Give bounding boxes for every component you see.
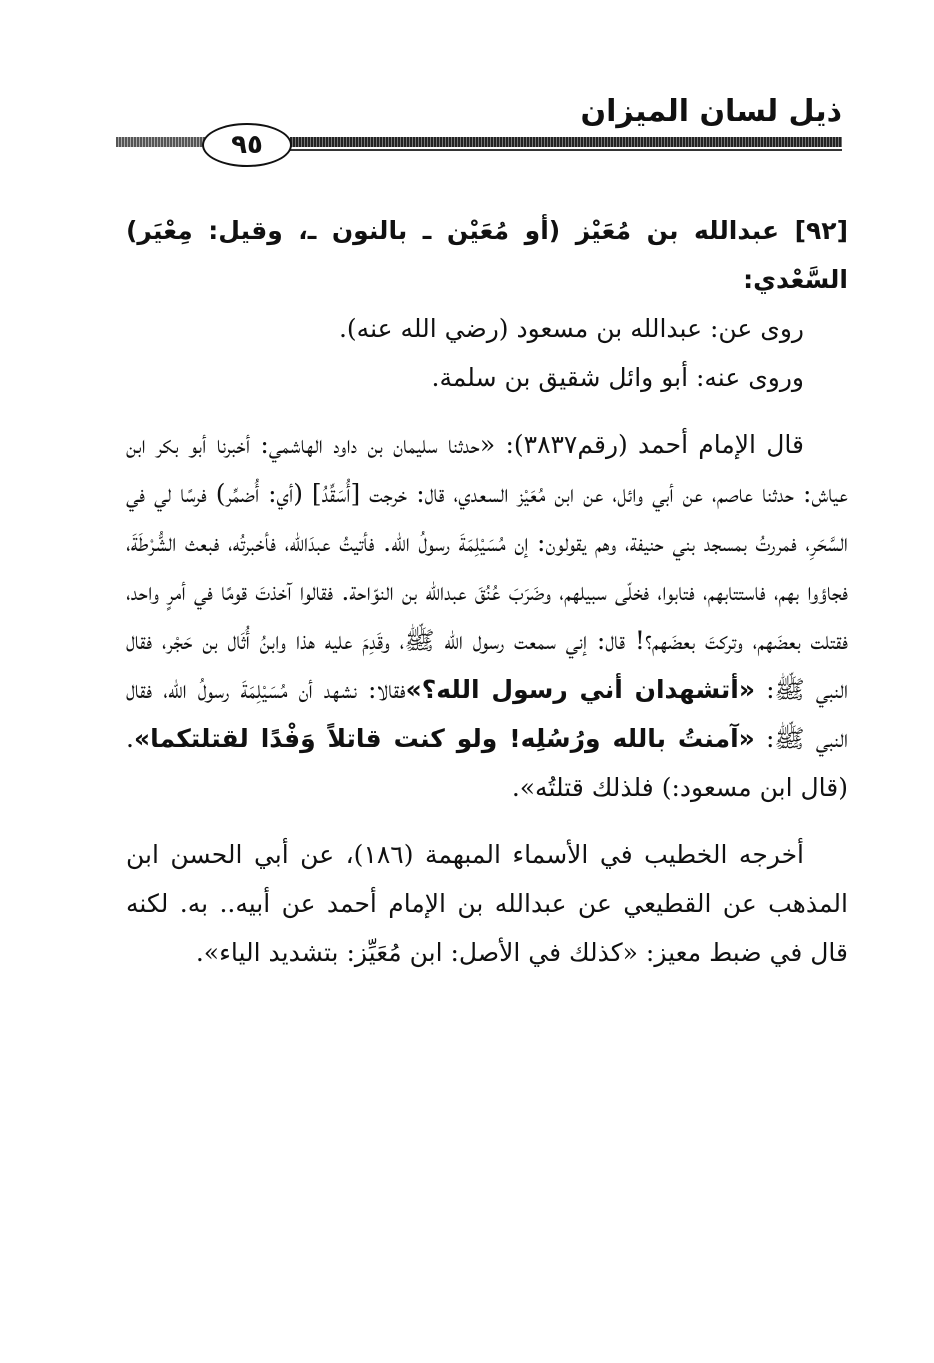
narrated-from-line: روى عن: عبدالله بن مسعود (رضي الله عنه). — [338, 314, 804, 343]
hadith-text-part-2: فقالا: نشهد أن مُسَيْلِمَةَ رسولُ الله، فقال النبي ﷺ: — [126, 675, 849, 753]
page-body — [126, 206, 848, 977]
header-rule-underline — [290, 149, 842, 151]
entry-heading: [٩٢] عبدالله بن مُعَيْز (أو مُعَيْن ـ بالنون ـ، وقيل: مِعْيَر) السَّعْدي: — [126, 216, 848, 294]
header-rule-right — [290, 137, 842, 147]
prophet-saying-1: «أتشهدان أني رسول الله؟» — [405, 675, 756, 704]
page-number: ٩٥ — [202, 123, 292, 167]
page-header — [100, 88, 848, 168]
hadith-paragraph — [126, 420, 848, 812]
hadith-text-part-1: قال الإمام أحمد (رقم٣٨٣٧): «حدثنا سليمان بن داود الهاشمي: أخبرنا أبو بكر ابن عياش: حدثنا عاصم، عن أبي وائل، عن ابن مُعَيْز السعدي، قال: خرجت [أُسَقِّدُ] (أي: أُضمِّر) فرسًا لي في السَّحَرِ، فمررتُ بمسجد بني حنيفة، وهم يقولون: إن مُسَيْلِمَةَ رسولُ الله. فأتيتُ عبدَالله، فأخبرتُه، فبعث الشُّرْطَةَ، فجاؤوا بهم، فاستتابهم، فتابوا، فخلّى سبيلهم، وضَرَبَ عُنُقَ عبدالله بن النوّاحة. فقالوا آخذتَ قومًا في أمرٍ واحد، فقتلت بعضَهم، وتركتَ بعضَهم؟! قال: إني سمعت رسول الله ﷺ، وقَدِمَ عليه هذا وابنُ أُثَال بن حَجْر، فقال النبي ﷺ: — [126, 430, 848, 704]
running-title: ذيل لسان الميزان — [580, 94, 842, 129]
hadith-text-part-3: . (قال ابن مسعود:) فلذلك قتلتُه». — [126, 724, 848, 802]
takhrij-paragraph: أخرجه الخطيب في الأسماء المبهمة (١٨٦)، عن أبي الحسن ابن المذهب عن القطيعي عن عبدالله بن الإمام أحمد عن أبيه.. به. لكنه قال في ضبط معيز: «كذلك في الأصل: ابن مُعَيِّز: بتشديد الياء». — [126, 840, 848, 967]
prophet-saying-2: «آمنتُ بالله ورُسُلِه! ولو كنت قاتلاً وَفْدًا لقتلتكما» — [133, 724, 755, 753]
header-rule-left — [116, 137, 208, 147]
narrated-by-line: وروى عنه: أبو وائل شقيق بن سلمة. — [431, 363, 804, 392]
